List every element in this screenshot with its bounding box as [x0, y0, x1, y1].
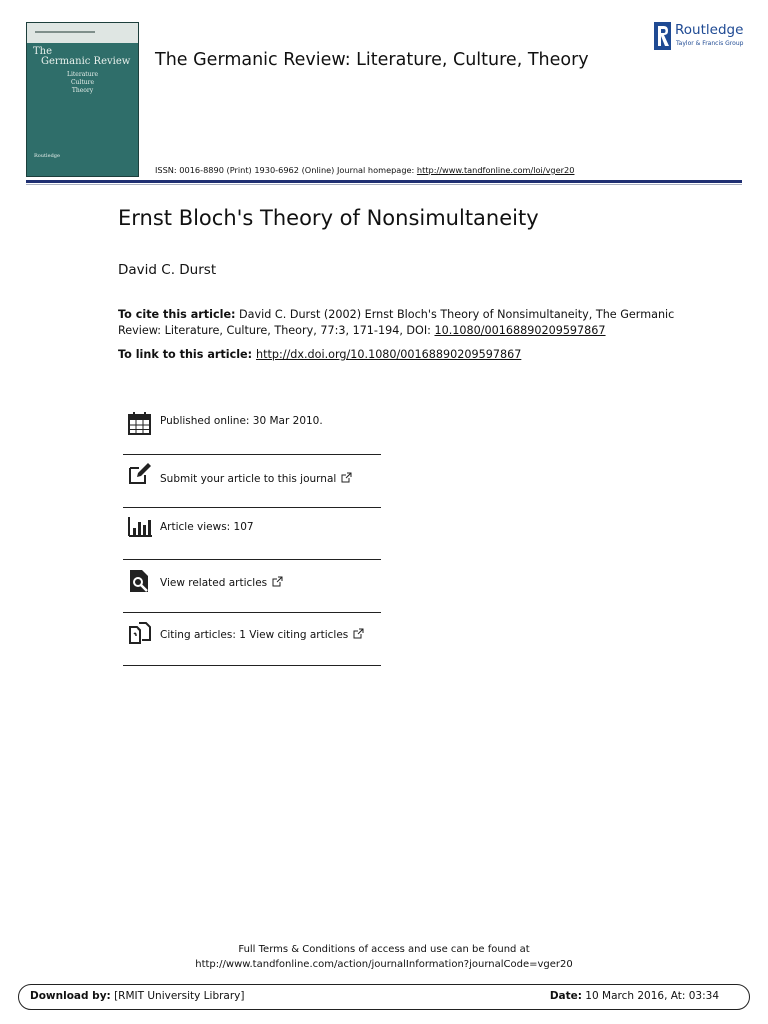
related-articles-label: View related articles: [160, 577, 268, 589]
related-articles-item[interactable]: [123, 561, 381, 613]
cover-subtitle-line-1: Literature: [66, 71, 98, 78]
cover-publisher: Routledge: [34, 153, 60, 159]
download-date: [550, 990, 719, 1002]
citing-articles-label: Citing articles: 1 View citing articles: [160, 629, 349, 641]
citation: [118, 307, 678, 338]
related-articles-text: [160, 576, 283, 589]
link-label: To link to this article:: [118, 348, 256, 361]
citing-articles-item[interactable]: [123, 614, 381, 666]
external-link-icon: [353, 628, 364, 639]
submit-article-item[interactable]: [123, 456, 381, 508]
article-link[interactable]: http://dx.doi.org/10.1080/00168890209597867: [256, 348, 522, 361]
item-divider: [123, 665, 381, 666]
cover-subtitle-line-3: Theory: [71, 87, 94, 94]
date-value: 10 March 2016, At: 03:34: [581, 990, 719, 1002]
article-views-text: Article views: 107: [160, 521, 254, 533]
journal-homepage-link[interactable]: http://www.tandfonline.com/loi/vger20: [416, 165, 575, 175]
terms-url[interactable]: http://www.tandfonline.com/action/journalInformation?journalCode=vger20: [195, 959, 573, 970]
routledge-logo-icon: [654, 22, 671, 50]
calendar-icon: [127, 410, 153, 436]
article-title: Ernst Bloch's Theory of Nonsimultaneity: [118, 206, 539, 230]
bar-chart-icon: [127, 514, 153, 540]
download-value: [RMIT University Library]: [110, 990, 245, 1002]
article-author: David C. Durst: [118, 262, 217, 278]
item-divider: [123, 454, 381, 455]
published-online-text: Published online: 30 Mar 2010.: [160, 415, 323, 427]
external-link-icon: [341, 472, 352, 483]
item-divider: [123, 612, 381, 613]
journal-title: The Germanic Review: Literature, Culture, Theory: [155, 50, 589, 70]
item-divider: [123, 559, 381, 560]
cover-header-text-line: [35, 31, 95, 33]
terms-notice: [0, 942, 768, 972]
publisher-name: Routledge: [675, 22, 744, 38]
header-divider: [26, 180, 742, 183]
article-link-line: [118, 348, 521, 361]
issn-line: [155, 165, 574, 175]
citing-documents-icon: [127, 621, 153, 647]
terms-line-1: Full Terms & Conditions of access and use can be found at: [238, 944, 530, 955]
cover-title: [33, 47, 137, 67]
cover-subtitle-line-2: Culture: [70, 79, 95, 86]
doi-link[interactable]: 10.1080/00168890209597867: [434, 323, 606, 337]
journal-cover-image: [26, 22, 139, 177]
download-label: Download by:: [30, 990, 111, 1002]
article-views-item: [123, 508, 381, 560]
cite-label: To cite this article:: [118, 308, 236, 321]
cover-title-line-2: Germanic Review: [41, 56, 131, 67]
cover-subtitle: [27, 71, 138, 95]
cite-text: David C. Durst (2002) Ernst Bloch's Theory of Nonsimultaneity, The Germanic Review: Literature, Culture, Theory, 77:3, 171-194, DOI:: [118, 308, 675, 337]
publisher-group: Taylor & Francis Group: [676, 40, 744, 47]
published-online-item: [123, 403, 381, 455]
header-divider-thin: [26, 184, 742, 185]
search-document-icon: [127, 568, 153, 594]
cover-title-line-1: The: [33, 46, 53, 57]
edit-icon: [127, 461, 153, 487]
date-label: Date:: [549, 990, 582, 1002]
external-link-icon: [272, 576, 283, 587]
download-info-bar: [18, 984, 750, 1010]
issn-text: ISSN: 0016-8890 (Print) 1930-6962 (Online) Journal homepage:: [155, 165, 417, 175]
citing-articles-text: [160, 628, 364, 641]
submit-article-text: [160, 472, 352, 485]
submit-article-label: Submit your article to this journal: [160, 473, 337, 485]
cover-header-band: [27, 23, 138, 43]
download-by: [30, 990, 245, 1002]
